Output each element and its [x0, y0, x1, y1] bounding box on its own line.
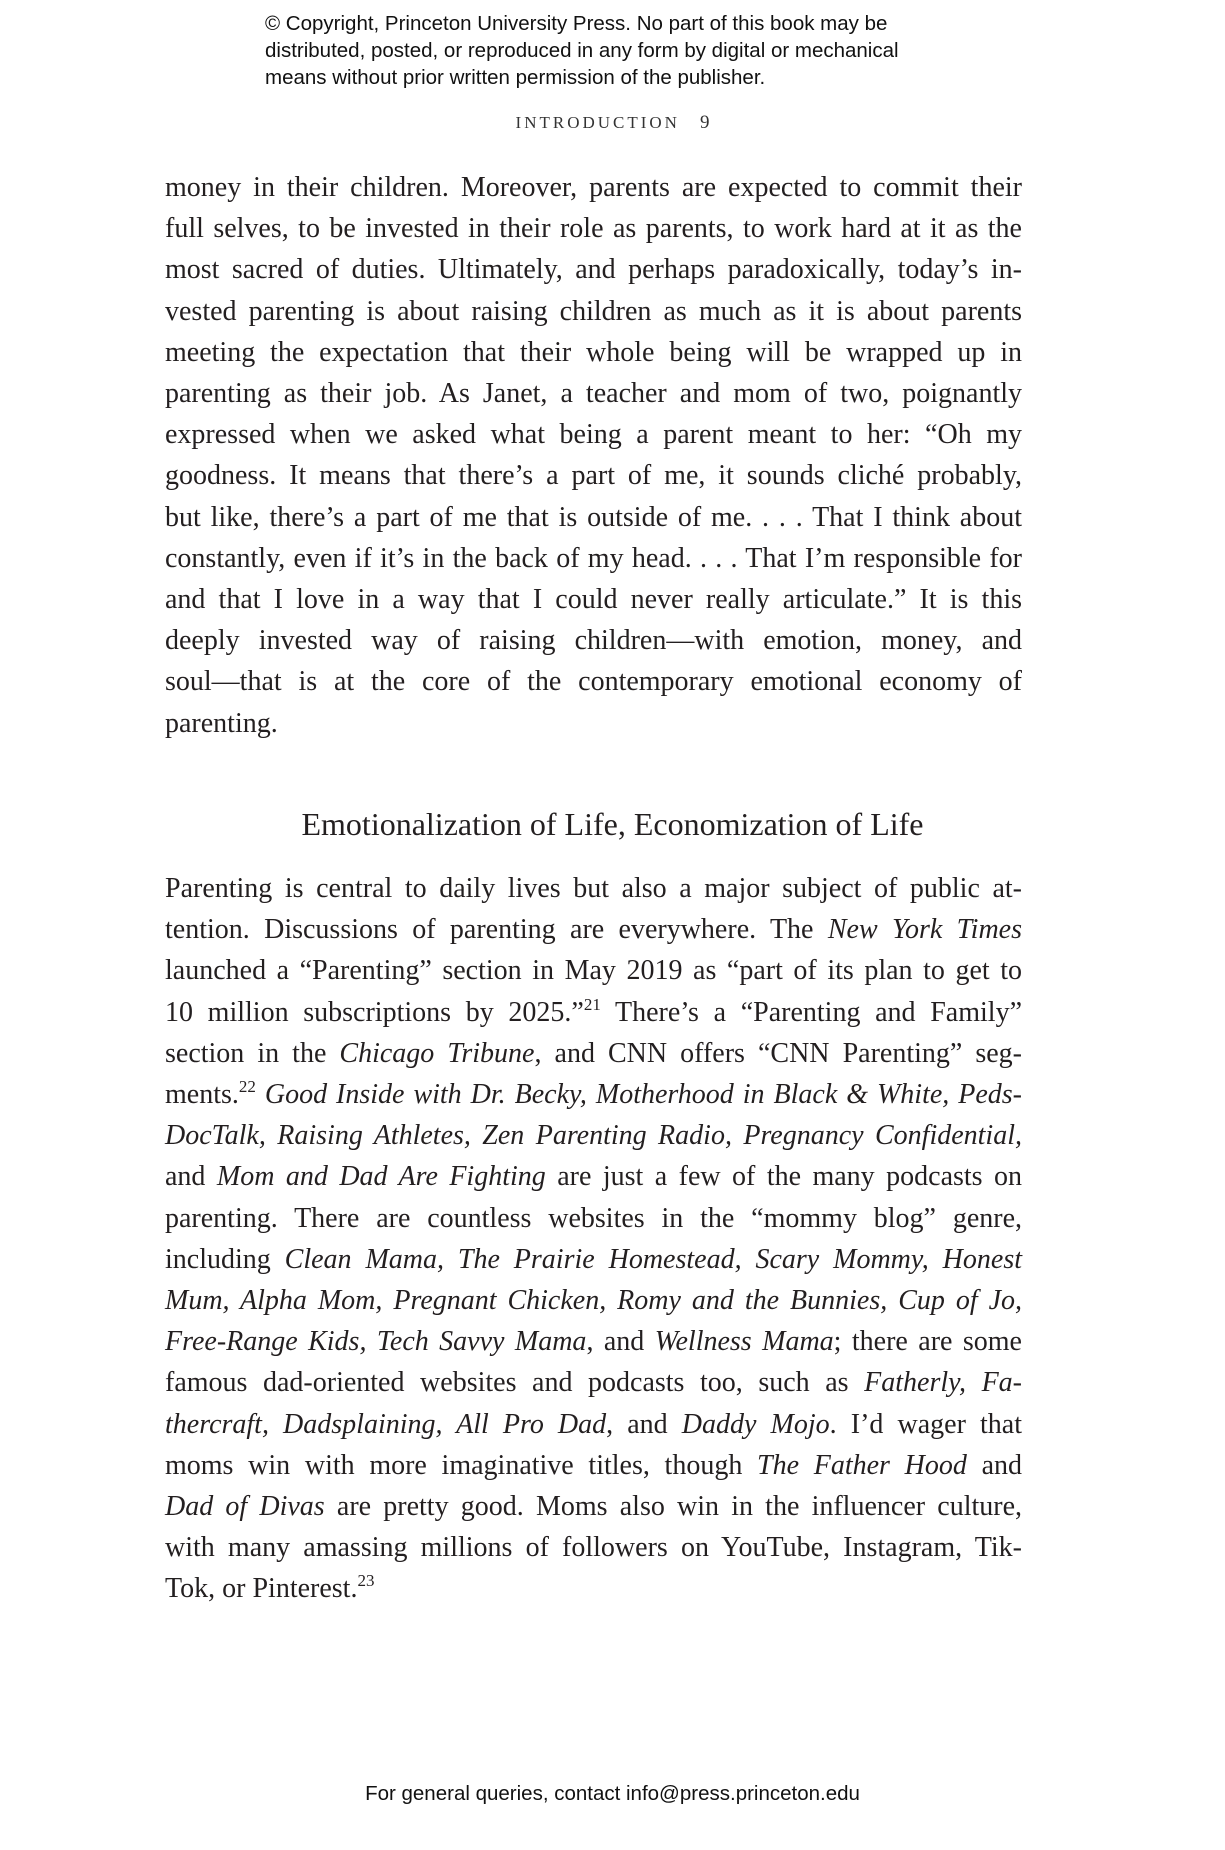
text-line	[165, 295, 1022, 329]
page-number: 9	[699, 112, 710, 133]
text-run: ments.	[165, 1079, 239, 1110]
text-line	[165, 336, 1022, 370]
text-run: parenting. There are countless websites in the “mommy blog” genre,	[165, 1202, 1022, 1234]
copyright-line: means without prior written permission of the publisher.	[265, 66, 766, 89]
text-run: Parenting is central to daily lives but also a major subject of public at-	[165, 873, 1022, 904]
italic-title: thercraft, Dadsplaining, All Pro Dad	[165, 1408, 607, 1440]
text-run: , and CNN offers “CNN Parenting” seg-	[534, 1037, 1022, 1069]
text-line	[165, 1078, 1022, 1112]
italic-title: Free-Range Kids, Tech Savvy Mama	[165, 1326, 587, 1358]
text-run: goodness. It means that there’s a part of me, it sounds cliché probably,	[165, 460, 1022, 492]
text-line	[165, 1243, 1022, 1277]
text-line	[165, 1408, 1022, 1442]
text-line	[165, 1284, 1022, 1318]
text-run: section in the	[165, 1037, 340, 1069]
text-run: parenting.	[165, 707, 278, 739]
text-line	[165, 1449, 1022, 1483]
text-line	[165, 1572, 1022, 1606]
text-line	[165, 1202, 1022, 1236]
text-line	[165, 1490, 1022, 1524]
text-run: launched a “Parenting” section in May 2019 as “part of its plan to get to	[165, 955, 1022, 987]
text-run: but like, there’s a part of me that is outside of me. . . . That I think about	[165, 501, 1022, 533]
text-run: and that I love in a way that I could never really articulate.” It is this	[165, 584, 1022, 615]
text-line	[165, 501, 1022, 535]
text-run: constantly, even if it’s in the back of my head. . . . That I’m responsible for	[165, 542, 1022, 574]
text-line	[165, 212, 1022, 246]
text-run: soul—that is at the core of the contemporary emotional economy of	[165, 666, 1022, 698]
italic-title: The Father Hood	[757, 1449, 967, 1481]
italic-title: DocTalk, Raising Athletes, Zen Parenting Radio, Pregnancy Confidential,	[165, 1120, 1022, 1152]
text-line	[165, 171, 1022, 205]
text-run: deeply invested way of raising children—with emotion, money, and	[165, 625, 1022, 657]
text-run: moms win with more imaginative titles, though	[165, 1449, 758, 1481]
text-line	[165, 872, 1022, 906]
text-run: vested parenting is about raising children as much as it is about parents	[165, 295, 1022, 327]
text-line	[165, 1037, 1022, 1071]
text-line	[165, 624, 1022, 658]
text-run: expressed when we asked what being a parent meant to her: “Oh my	[165, 419, 1022, 451]
text-run: parenting as their job. As Janet, a teacher and mom of two, poignantly	[165, 378, 1022, 409]
italic-title: Mom and Dad Are Fighting	[216, 1161, 546, 1193]
text-run: meeting the expectation that their whole being will be wrapped up in	[165, 336, 1022, 368]
footnote-ref: 22	[238, 1077, 256, 1096]
section-heading: Emotionalization of Life, Economization of Life	[301, 806, 924, 842]
italic-title: Chicago Tribune	[339, 1037, 535, 1069]
text-run: famous dad-oriented websites and podcasts too, such as	[165, 1367, 865, 1399]
text-run: 10 million subscriptions by 2025.”	[165, 996, 584, 1028]
text-run: are pretty good. Moms also win in the influencer culture,	[324, 1491, 1023, 1522]
text-run: money in their children. Moreover, parents are expected to commit their	[165, 172, 1022, 203]
text-run: Tok, or Pinterest.	[165, 1573, 358, 1605]
text-run: full selves, to be invested in their role as parents, to work hard at it as the	[165, 213, 1022, 245]
italic-title: Good Inside with Dr. Becky, Motherhood in Black & White, Peds-	[264, 1079, 1022, 1110]
text-line	[165, 542, 1022, 576]
text-run: , and	[606, 1408, 682, 1440]
text-line	[165, 1119, 1022, 1153]
text-line	[165, 707, 1022, 741]
footer-contact: For general queries, contact info@press.princeton.edu	[365, 1782, 860, 1805]
copyright-line: © Copyright, Princeton University Press. No part of this book may be	[265, 12, 888, 35]
italic-title: Wellness Mama	[654, 1326, 834, 1358]
text-line	[165, 459, 1022, 493]
text-run: and	[966, 1449, 1022, 1481]
italic-title: Dad of Divas	[165, 1491, 325, 1522]
text-line	[165, 1325, 1022, 1359]
text-line	[165, 996, 1022, 1030]
text-run: most sacred of duties. Ultimately, and perhaps paradoxically, today’s in-	[165, 254, 1022, 286]
text-run: ; there are some	[833, 1326, 1022, 1358]
text-line	[165, 583, 1022, 617]
footnote-ref: 23	[357, 1571, 375, 1591]
running-head	[0, 112, 1225, 134]
text-line	[165, 377, 1022, 411]
text-run: are just a few of the many podcasts on	[545, 1161, 1023, 1193]
text-line	[165, 1160, 1022, 1194]
text-run: including	[165, 1243, 285, 1275]
text-run: and	[165, 1161, 217, 1193]
copyright-line: distributed, posted, or reproduced in any form by digital or mechanical	[265, 39, 899, 62]
text-line	[165, 913, 1022, 947]
italic-title: Fatherly, Fa-	[864, 1367, 1022, 1399]
italic-title: New York Times	[827, 914, 1022, 946]
text-line	[165, 954, 1022, 988]
text-line	[165, 253, 1022, 287]
italic-title: Mum, Alpha Mom, Pregnant Chicken, Romy and the Bunnies, Cup of Jo,	[165, 1285, 1022, 1316]
text-line	[165, 1531, 1022, 1565]
text-run	[256, 1079, 265, 1110]
text-line	[165, 418, 1022, 452]
footnote-ref: 21	[583, 994, 601, 1014]
text-run: There’s a “Parenting and Family”	[600, 996, 1023, 1028]
text-run: , and	[586, 1326, 655, 1358]
text-run: tention. Discussions of parenting are everywhere. The	[165, 914, 828, 946]
running-head-title: INTRODUCTION	[515, 113, 680, 132]
italic-title: Daddy Mojo	[681, 1408, 830, 1440]
text-run: . I’d wager that	[829, 1408, 1022, 1440]
text-line	[165, 1366, 1022, 1400]
italic-title: Clean Mama, The Prairie Homestead, Scary Mommy, Honest	[284, 1243, 1022, 1275]
text-run: with many amassing millions of followers on YouTube, Instagram, Tik-	[165, 1532, 1022, 1564]
text-line	[165, 665, 1022, 699]
